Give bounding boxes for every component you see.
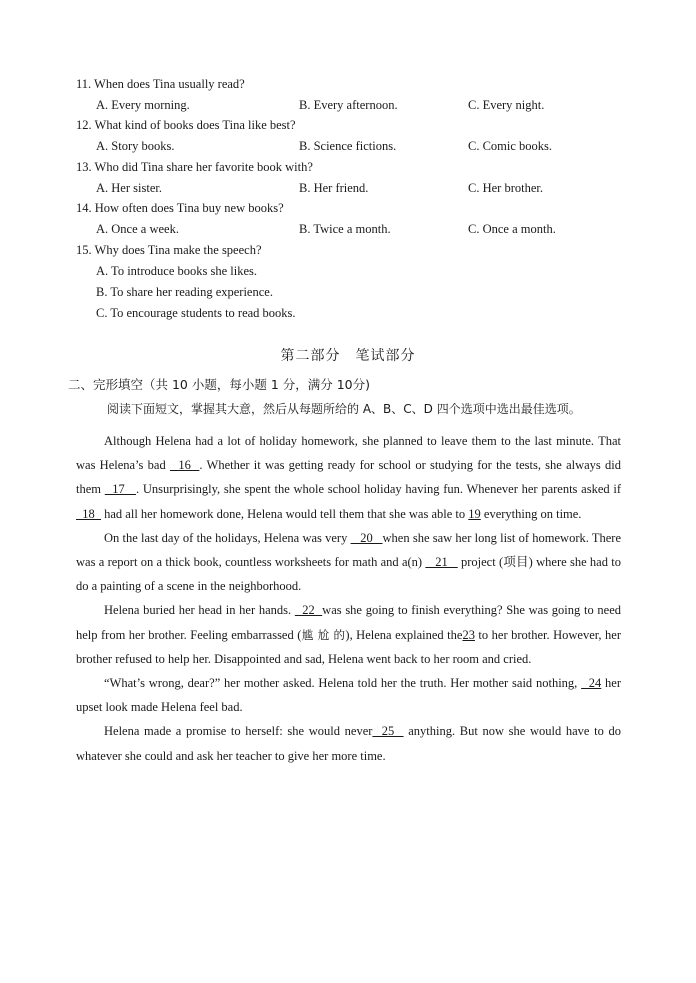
question-13-option-b: B. Her friend. xyxy=(299,181,369,195)
passage-text: Helena made a promise to herself: she would never xyxy=(104,724,373,739)
blank-17: 17 xyxy=(104,482,136,497)
blank-24: 24 xyxy=(581,676,602,691)
question-12-option-a: A. Story books. xyxy=(96,139,175,153)
question-12-option-c: C. Comic books. xyxy=(468,139,553,153)
passage-text: had all her homework done, Helena would tell them that she was able to xyxy=(101,506,469,521)
blank-22: 22 xyxy=(294,603,323,618)
question-14-option-c: C. Once a month. xyxy=(468,222,556,236)
question-11: 11. When does Tina usually read? xyxy=(76,77,245,91)
passage-text: was she going to finish everything? She was going to need help from her brother. Feeling embarrassed ( xyxy=(76,603,622,642)
section-instruction: 阅读下面短文，掌握其大意，然后从每题所给的 A、B、C、D 四个选项中选出最佳选项。 xyxy=(107,402,581,416)
passage-paragraph-1 xyxy=(76,429,621,526)
question-15-option-b: B. To share her reading experience. xyxy=(96,285,273,299)
chinese-gloss: 尴 尬 的 xyxy=(301,627,346,642)
passage-text: “What’s wrong, dear?” her mother asked. Helena told her the truth. Her mother said nothing, xyxy=(104,676,582,691)
passage-text: anything. But now she would have to do whatever she could and ask her teacher to give her more time. xyxy=(76,724,621,763)
section-title: 二、完形填空（共 10 小题，每小题 1 分，满分 10分) xyxy=(68,377,371,392)
question-11-option-b: B. Every afternoon. xyxy=(299,98,398,112)
passage-paragraph-2 xyxy=(76,526,621,599)
question-12: 12. What kind of books does Tina like best? xyxy=(76,118,296,132)
passage-text: Although Helena had a lot of holiday homework, she planned to leave them to the last minute. That was Helena’s bad xyxy=(76,434,621,473)
question-14-option-a: A. Once a week. xyxy=(96,222,179,236)
blank-19: 19 xyxy=(468,506,481,521)
passage-text: project (项目) where she had to do a painting of a scene in the neighborhood. xyxy=(76,555,621,594)
question-14-option-b: B. Twice a month. xyxy=(299,222,391,236)
question-15-option-c: C. To encourage students to read books. xyxy=(96,306,296,320)
passage-paragraph-3 xyxy=(76,598,621,671)
blank-25: 25 xyxy=(372,724,404,739)
passage-text: . Whether it was getting ready for school or studying for the tests, she always did them xyxy=(76,458,621,497)
question-11-option-a: A. Every morning. xyxy=(96,98,190,112)
part-2-title: 第二部分 笔试部分 xyxy=(280,348,416,364)
question-15-option-a: A. To introduce books she likes. xyxy=(96,264,258,278)
question-11-option-c: C. Every night. xyxy=(468,98,545,112)
passage-text: . Unsurprisingly, she spent the whole school holiday having fun. Whenever her parents asked if xyxy=(136,482,622,497)
cloze-passage xyxy=(76,429,621,768)
passage-paragraph-5 xyxy=(76,719,621,767)
question-13-option-c: C. Her brother. xyxy=(468,181,543,195)
blank-18: 18 xyxy=(76,506,101,521)
question-14: 14. How often does Tina buy new books? xyxy=(76,201,284,215)
passage-text: Helena buried her head in her hands. xyxy=(104,603,295,618)
passage-paragraph-4 xyxy=(76,671,621,719)
passage-text: to her brother. However, her brother refused to help her. Disappointed and sad, Helena went back to her room and cried. xyxy=(76,627,622,666)
question-13-option-a: A. Her sister. xyxy=(96,181,162,195)
question-12-option-b: B. Science fictions. xyxy=(299,139,397,153)
blank-16: 16 xyxy=(169,458,200,473)
question-13: 13. Who did Tina share her favorite book with? xyxy=(76,160,313,174)
passage-text: when she saw her long list of homework. There was a report on a thick book, countless worksheets for math and a(n) xyxy=(76,530,622,570)
passage-text: her upset look made Helena feel bad. xyxy=(76,676,622,715)
passage-text: everything on time. xyxy=(480,506,582,521)
question-15: 15. Why does Tina make the speech? xyxy=(76,243,262,257)
blank-21: 21 xyxy=(425,555,458,570)
blank-20: 20 xyxy=(350,530,383,545)
passage-text: ), Helena explained the xyxy=(345,627,463,642)
passage-text: On the last day of the holidays, Helena was very xyxy=(104,530,351,545)
blank-23: 23 xyxy=(462,627,475,642)
